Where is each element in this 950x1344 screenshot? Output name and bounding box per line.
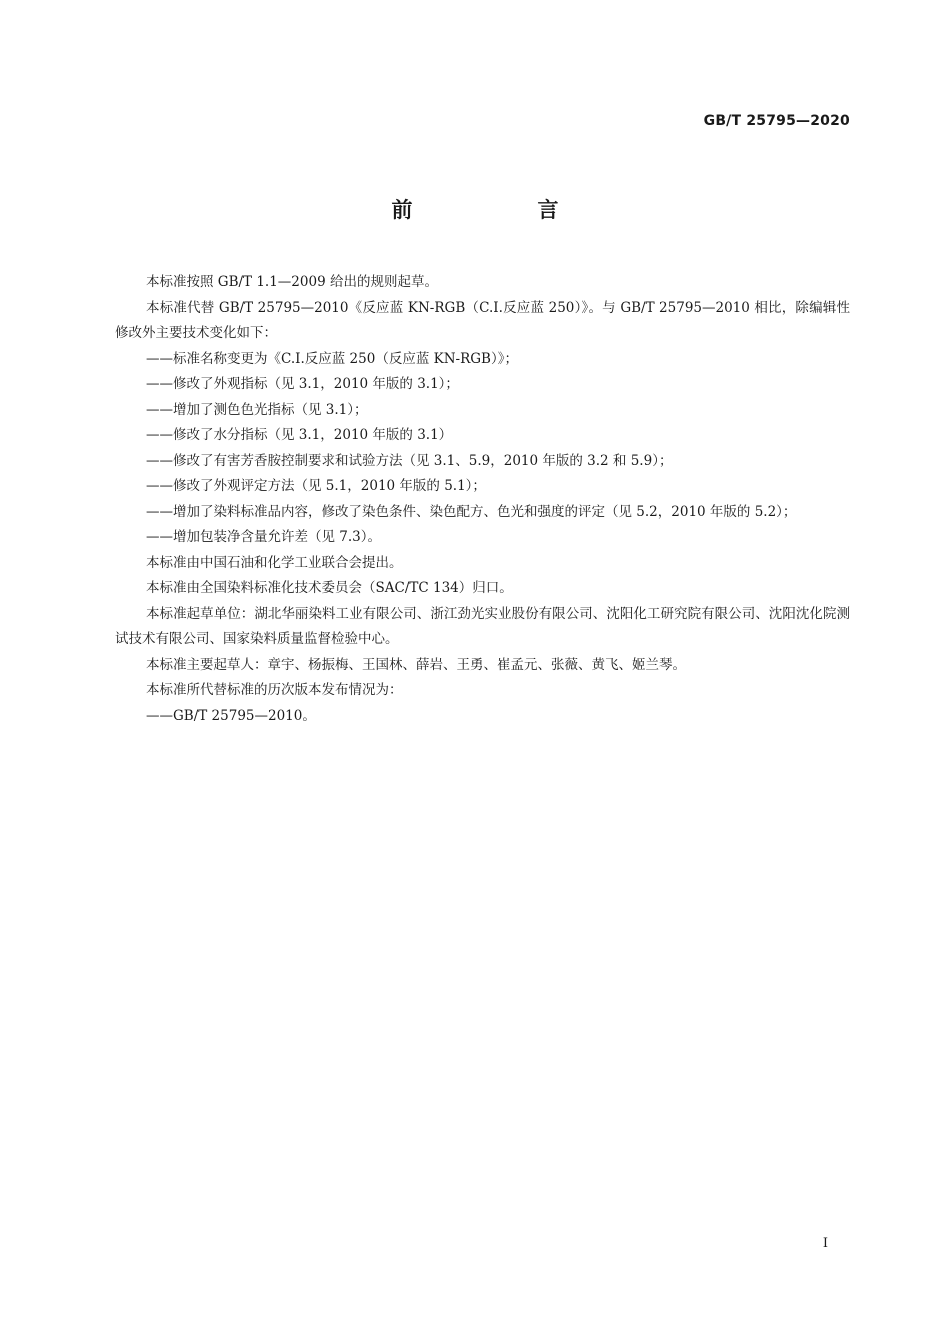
paragraph: 本标准按照 GB/T 1.1—2009 给出的规则起草。 [146,274,438,290]
page-title: 前 言 [391,198,611,222]
paragraph: 本标准代替 GB/T 25795—2010《反应蓝 KN-RGB（C.I.反应蓝 250）》。与 GB/T 25795—2010 相比，除编辑性修改外主要技术变化如下： [115,299,850,341]
list-item: ——增加了测色色光指标（见 3.1）； [146,401,368,418]
standard-code: GB/T 25795—2020 [703,113,850,129]
paragraph: 本标准主要起草人：章宇、杨振梅、王国林、薛岩、王勇、崔孟元、张薇、黄飞、姬兰琴。 [146,656,686,673]
paragraph: 本标准由全国染料标准化技术委员会（SAC/TC 134）归口。 [146,580,513,596]
paragraph: 本标准由中国石油和化学工业联合会提出。 [146,554,403,571]
list-item: ——标准名称变更为《C.I.反应蓝 250（反应蓝 KN-RGB）》； [146,350,518,367]
list-item: ——GB/T 25795—2010。 [146,707,316,724]
page-number: I [822,1236,828,1251]
list-item: ——增加了染料标准品内容，修改了染色条件、染色配方、色光和强度的评定（见 5.2，2010 年版的 5.2）； [146,503,797,520]
paragraph: 本标准所代替标准的历次版本发布情况为： [146,682,403,698]
document-body [115,270,850,729]
list-item: ——修改了有害芳香胺控制要求和试验方法（见 3.1、5.9，2010 年版的 3.2 和 5.9）； [146,452,673,469]
list-item: ——增加包装净含量允许差（见 7.3）。 [146,529,382,545]
list-item: ——修改了水分指标（见 3.1，2010 年版的 3.1） [146,427,453,443]
list-item: ——修改了外观指标（见 3.1，2010 年版的 3.1）； [146,376,459,392]
list-item: ——修改了外观评定方法（见 5.1，2010 年版的 5.1）； [146,478,486,494]
paragraph: 本标准起草单位：湖北华丽染料工业有限公司、浙江劲光实业股份有限公司、沈阳化工研究院有限公司、沈阳沈化院测试技术有限公司、国家染料质量监督检验中心。 [115,605,850,647]
